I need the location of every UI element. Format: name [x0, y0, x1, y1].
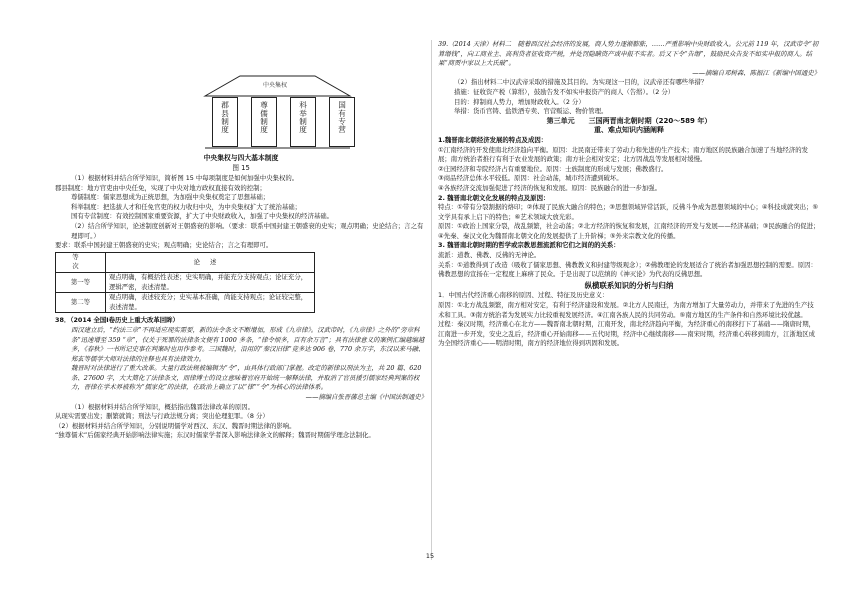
table-cell-level: 第一等 [56, 272, 106, 292]
vertical-topic-1-reasons: 原因：①北方战乱频繁，南方相对安定，有利于经济建设和发展。②北方人民南迁，为南方增加了大量劳动力，并带来了先进的生产技术和工具。③南方统治者为发展实力比较重视发展经济。④江南各族人民的共同劳动。⑤南方地区的生产条件和自然环境比较优越。 [438, 301, 814, 319]
column-divider [431, 40, 432, 560]
answer-1-d: 国有专营制度：有效控制国家重要资源，扩大了中央财政收入，加强了中央集权的经济基础。 [71, 212, 334, 221]
answer-1-b: 尊儒制度：儒家思想成为正统思想，为加强中央集权奠定了思想基础； [71, 193, 270, 202]
topic-2-reasons: 原因：①政治上国家分裂，战乱频繁，社会动荡；②北方经济的恢复和发展，江南经济的开发与发展——经济基础；③民族融合的促进；④先秦、秦汉文化为魏晋南北朝文化的发展提供了上升阶梯；⑤外来宗教文化的传播。 [438, 222, 820, 240]
pillar-imperial-exam-system: 科举制度 [290, 97, 316, 147]
question-38-answer-2: “独尊儒术”后儒家经典开始影响法律实施；东汉时儒家学者深入影响法律条文的解释；魏晋时期儒学理念法制化。 [55, 431, 375, 440]
pillar-state-monopoly: 国有专营 [329, 97, 355, 147]
question-39-answer-actions: 举措：货币官铸、盐铁酒专卖、官营贩运、物价管理。 [454, 107, 608, 116]
diagram-frame [55, 40, 427, 152]
table-row [56, 272, 315, 292]
topic-1-point-2: ②庄园经济和寺院经济占有重要地位。原因：士族制度的形成与发展；佛教盛行。 [438, 164, 668, 173]
figure-number: 图 15 [232, 164, 250, 172]
grading-table [55, 252, 315, 314]
table-header-level: 等 次 [56, 252, 106, 272]
question-39-answer-purpose: 目的：抑制商人势力，增加财政收入。（2 分） [454, 97, 585, 106]
section-subtitle: 重、难点知识内涵阐释 [594, 126, 664, 135]
question-39-material: 39.（2014 天津）材料二 随着西汉社会经济的发展，商人势力逐渐膨胀，……严重影响中央财政收入。公元前 119 年，汉武帝令“初算缗钱”，向工商业主、高利贷者征收资产税，并处罚隐瞒资产或申报不实者。后又下令“告缗”，鼓励民众告发不如实申报的商人。结果“商贾中家以上大氏破”。 [438, 40, 819, 68]
question-38-source: ——摘编自张晋藩总主编《中国法制通史》 [305, 393, 427, 402]
vertical-topic-1-title: 1．中国古代经济重心南移的原因、过程、特征及历史意义： [438, 291, 609, 300]
question-38-sub-1: （1）根据材料并结合所学知识，概括指出魏晋法律改革的原因。 [71, 402, 255, 411]
question-38-sub-2: （2）根据材料并结合所学知识，分别说明儒学对西汉、东汉、魏晋时期法律的影响。 [55, 421, 296, 430]
vertical-topic-1-process: 过程：秦汉时期，经济重心在北方——魏晋南北朝时期，江南开发，南北经济趋向平衡，为经济重心的南移打下了基础——隋唐时期，江南进一步开发，安史之乱后，经济重心开始南移——五代时期，经济中心继续南移——南宋时期，经济重心转移到南方，江浙地区成为全国经济重心——明清时期，南方的经济地位得到巩固和发展。 [438, 320, 816, 348]
question-2: （2）结合所学知识，论述制度创新对王朝盛衰的影响。（要求：联系中国封建王朝盛衰的史实；观点明确；史论结合；言之有理即可。） [71, 221, 424, 240]
question-39-source: ——摘编自邓树森、陈振江《新编中国通史》 [692, 68, 820, 77]
central-power-diagram [55, 40, 427, 152]
pillar-prefecture-system: 郡县制度 [212, 97, 238, 147]
left-column [55, 40, 427, 441]
question-39-answer-measures: 措施：征收资产税（算缗），鼓励告发不如实申报资产的商人（告缗）。（2 分） [454, 87, 675, 96]
table-cell-level: 第二等 [56, 293, 106, 313]
question-38-material-2: 魏晋时对法律进行了重大改革。大量行政法规被编辑为“令”，由具体行政部门掌握。改定的新律以刑法为主，共 20 篇、620 条、27600 字，大大简化了法律条文，而律博士的设立意味着官府开始统一解释法律，并取消了官员援引儒家经典判案的权力，晋律在学术界被称为“儒家化”的法律，在政治上确立了以“律”“令”为核心的法律体系。 [71, 364, 422, 392]
answer-1-c: 科举制度：把选拔人才和任免官吏的权力收归中央，为中央集权扩大了统治基础； [71, 202, 302, 211]
pillar-confucian-system: 尊儒制度 [251, 97, 277, 147]
question-39-prompt: （2）指出材料二中汉武帝采取的措施及其目的。为实现这一目的，汉武帝还有哪些举措？ [454, 78, 708, 87]
answer-1-intro: 郡县制度：地方官吏由中央任免，实现了中央对地方政权直接有效的控制； [55, 183, 266, 192]
table-row [56, 293, 315, 313]
table-cell-description: 观点明确，表述较充分；史实基本准确，尚能支持观点；论证较完整，表述清楚。 [106, 293, 315, 313]
topic-1-title: 1.魏晋南北朝经济发展的特点及成因： [438, 135, 548, 144]
question-38-material-1: 西汉建立后，“约法三章”不再适应现实需要，新的法令条文不断增加，形成《九章律》。汉武帝时，《九章律》之外的“旁章科条”迅速增至 359 “章”，仅关于死罪的法律条文便有 1000 多条，“律令烦多，百有余万言”；具有法律意义的案例汇编越编越多，《春秋》一书所记史事在判案时也用作参考。三国魏时，沿用的“秦汉旧律”竟多达 906 卷，770 余万字，东汉以来马融、郑玄等儒学大师对法律的注释也具有法律效力。 [71, 325, 425, 363]
question-1: （1）根据材料并结合所学知识，简析图 15 中每项制度是如何加强中央集权的。 [71, 174, 299, 182]
topic-3-relations: 关系：①道教得到了改造（吸收了儒家思想、佛教教义和封建等级观念）；②佛教理论的发展适合了统治者加强思想控制的需要。原因：佛教思想的宣扬在一定程度上麻痹了民众。于是出现了以范缜的《神灭论》为代表的反佛思想。 [438, 260, 817, 279]
topic-3-title: 3. 魏晋南北朝时期的哲学或宗教思想流派和它们之间的的关系： [438, 241, 620, 250]
question-38-title: 38．（2014 全国Ⅰ卷历史上重大改革回眸） [55, 316, 179, 325]
section-title-2: 纵横联系知识的分析与归纳 [584, 280, 674, 290]
question-38-answer-1: 从现实需要出发；删繁就简；刑法与行政法规分离；突出伦理犯罪。（8 分） [55, 412, 269, 421]
topic-1-point-1: ①江南经济的开发使南北经济趋向平衡。原因：北民南迁带来了劳动力和先进的生产技术；南方地区的民族融合加速了当地经济的发展；南方统治者推行有利于农业发展的政策；南方社会相对安定；北方因战乱等发展相对缓慢。 [438, 145, 808, 164]
topic-3-schools: 流派：道教、佛教、反佛的无神论。 [438, 251, 541, 260]
diagram-caption: 中央集权与四大基本制度 [203, 154, 279, 162]
table-header-description: 论述 [106, 252, 315, 272]
diagram-roof-label: 中央集权 [262, 82, 287, 89]
unit-title: 第三单元 三国两晋南北朝时期（220～589 年） [546, 116, 712, 125]
page-number: 15 [425, 552, 435, 560]
topic-2-features: 特点：①带有分裂割据的烙印；②体现了民族大融合的特色；③思想领域异常活跃，反佛斗争成为思想领域的中心；④科技成就突出；⑤文学具有承上启下的特色；⑥艺术领域大放光彩。 [438, 203, 819, 221]
topic-1-point-4: ④各族经济交流加强促进了经济的恢复和发展。原因：民族融合的进一步加强。 [438, 183, 662, 192]
table-cell-description: 观点明确，有概括性表述；史实明确，并能充分支持观点；论证充分，逻辑严密，表述清楚。 [106, 272, 315, 292]
right-column [438, 40, 820, 349]
requirement-text: 要求：联系中国封建王朝盛衰的史实；观点明确；史论结合；言之有理即可。 [55, 241, 273, 250]
topic-1-point-3: ③商品经济总体水平较低。原因：社会动荡，城市经济遭到破坏。 [438, 174, 623, 183]
topic-2-title: 2. 魏晋南北朝文化发展的特点及原因： [438, 193, 550, 202]
